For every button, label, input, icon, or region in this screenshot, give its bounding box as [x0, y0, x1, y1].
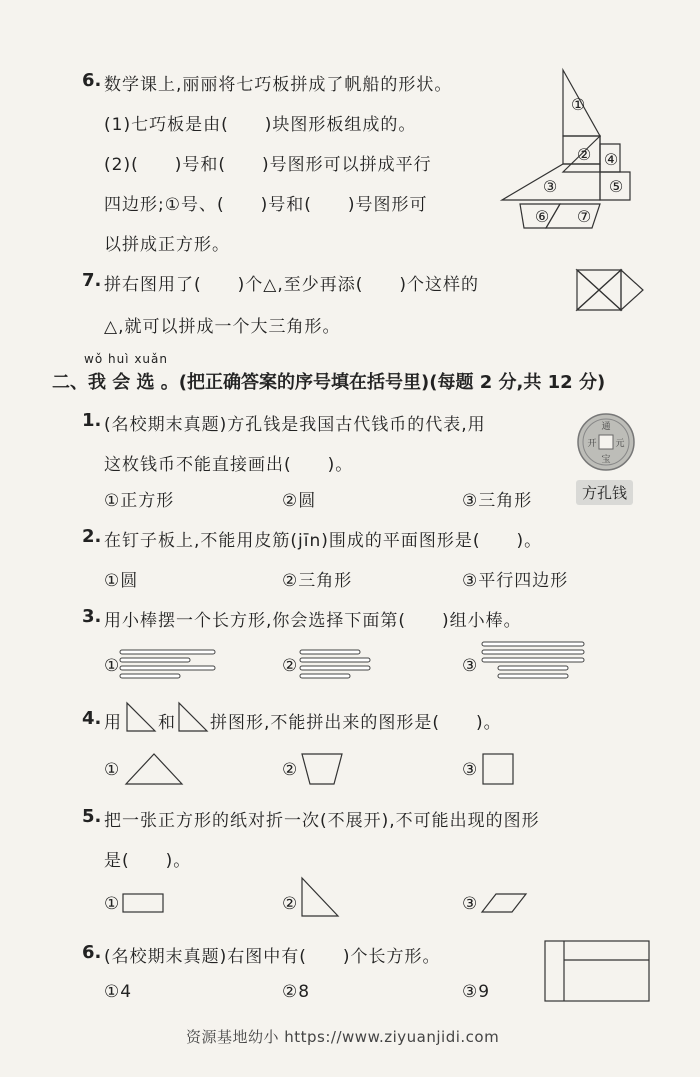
tangram-label-6: ⑥	[534, 207, 550, 226]
tangram-label-1: ①	[570, 95, 586, 114]
q5-option-3-parallelogram	[482, 892, 528, 914]
q4-part3: 拼图形,不能拼出来的图形是( )。	[210, 713, 502, 733]
coin-illustration	[576, 412, 636, 472]
q6-top-line1: 数学课上,丽丽将七巧板拼成了帆船的形状。	[104, 75, 453, 95]
stick-group-3	[482, 640, 592, 688]
q5-option-2: ②	[282, 894, 299, 914]
q4-option-3-square	[482, 752, 514, 786]
stick-group-1	[120, 648, 230, 688]
footer-watermark: 资源基地幼小 https://www.ziyuanjidi.com	[186, 1028, 500, 1046]
right-triangle-shape-a	[126, 702, 156, 732]
q3-line1: 用小棒摆一个长方形,你会选择下面第( )组小棒。	[104, 611, 522, 631]
tangram-label-7: ⑦	[576, 207, 592, 226]
q3-number: 3.	[82, 606, 102, 627]
q7-top-number: 7.	[82, 270, 102, 291]
q7-top-line1: 拼右图用了( )个△,至少再添( )个这样的	[104, 275, 480, 295]
q1-number: 1.	[82, 410, 102, 431]
q6-top-line5: 以拼成正方形。	[104, 235, 230, 255]
coin-char-top: 通	[601, 422, 611, 432]
tangram-sailboat-figure	[500, 68, 640, 238]
q1-option-1: ①正方形	[104, 491, 175, 511]
q2-number: 2.	[82, 526, 102, 547]
triangle-pattern-figure	[575, 268, 645, 312]
q4-option-2: ②	[282, 760, 299, 780]
q3-option-3: ③	[462, 656, 479, 676]
q6-top-line4: 四边形;①号、( )号和( )号图形可	[104, 195, 428, 215]
rectangle-count-figure	[544, 940, 650, 1002]
q5-option-2-triangle	[300, 876, 340, 918]
q6-top-line2: (1)七巧板是由( )块图形板组成的。	[104, 115, 417, 135]
q4-option-2-trapezoid	[300, 752, 344, 786]
section2-pinyin: wǒ huì xuǎn	[84, 352, 168, 366]
tangram-piece-7	[546, 204, 600, 228]
q5-option-3: ③	[462, 894, 479, 914]
right-triangle-shape-b	[178, 702, 208, 732]
q1-option-2: ②圆	[282, 491, 317, 511]
section2-title: 二、我 会 选 。(把正确答案的序号填在括号里)(每题 2 分,共 12 分)	[52, 372, 606, 393]
q6-top-number: 6.	[82, 70, 102, 91]
q1-line1: (名校期末真题)方孔钱是我国古代钱币的代表,用	[104, 415, 486, 435]
q4-part2: 和	[158, 713, 176, 733]
q2-option-3: ③平行四边形	[462, 571, 569, 591]
q6-number: 6.	[82, 942, 102, 963]
q6-option-3: ③9	[462, 982, 491, 1002]
q5-option-1-rectangle	[122, 892, 166, 914]
coin-char-right: 元	[615, 439, 625, 449]
stick-group-2	[300, 648, 410, 688]
q6-top-line3: (2)( )号和( )号图形可以拼成平行	[104, 155, 432, 175]
q2-line1: 在钉子板上,不能用皮筋(jīn)围成的平面图形是( )。	[104, 531, 543, 551]
tangram-label-5: ⑤	[608, 177, 624, 196]
coin-char-bottom: 宝	[601, 455, 611, 465]
q4-part1: 用	[104, 713, 122, 733]
q4-option-1-triangle	[124, 752, 184, 786]
q6-line1: (名校期末真题)右图中有( )个长方形。	[104, 947, 441, 967]
q4-number: 4.	[82, 708, 102, 729]
tangram-label-2: ②	[576, 145, 592, 164]
q3-option-2: ②	[282, 656, 299, 676]
q5-option-1: ①	[104, 894, 121, 914]
q5-line1: 把一张正方形的纸对折一次(不展开),不可能出现的图形	[104, 811, 540, 831]
q2-option-1: ①圆	[104, 571, 139, 591]
q1-option-3: ③三角形	[462, 491, 533, 511]
q4-option-3: ③	[462, 760, 479, 780]
q6-option-2: ②8	[282, 982, 311, 1002]
tangram-label-4: ④	[603, 150, 619, 169]
q7-top-line2: △,就可以拼成一个大三角形。	[104, 317, 341, 337]
q4-option-1: ①	[104, 760, 121, 780]
q1-line2: 这枚钱币不能直接画出( )。	[104, 455, 354, 475]
coin-caption: 方孔钱	[576, 480, 633, 505]
coin-char-left: 开	[587, 439, 597, 449]
q6-option-1: ①4	[104, 982, 133, 1002]
q3-option-1: ①	[104, 656, 121, 676]
q5-line2: 是( )。	[104, 851, 192, 871]
q5-number: 5.	[82, 806, 102, 827]
q2-option-2: ②三角形	[282, 571, 353, 591]
tangram-label-3: ③	[542, 177, 558, 196]
